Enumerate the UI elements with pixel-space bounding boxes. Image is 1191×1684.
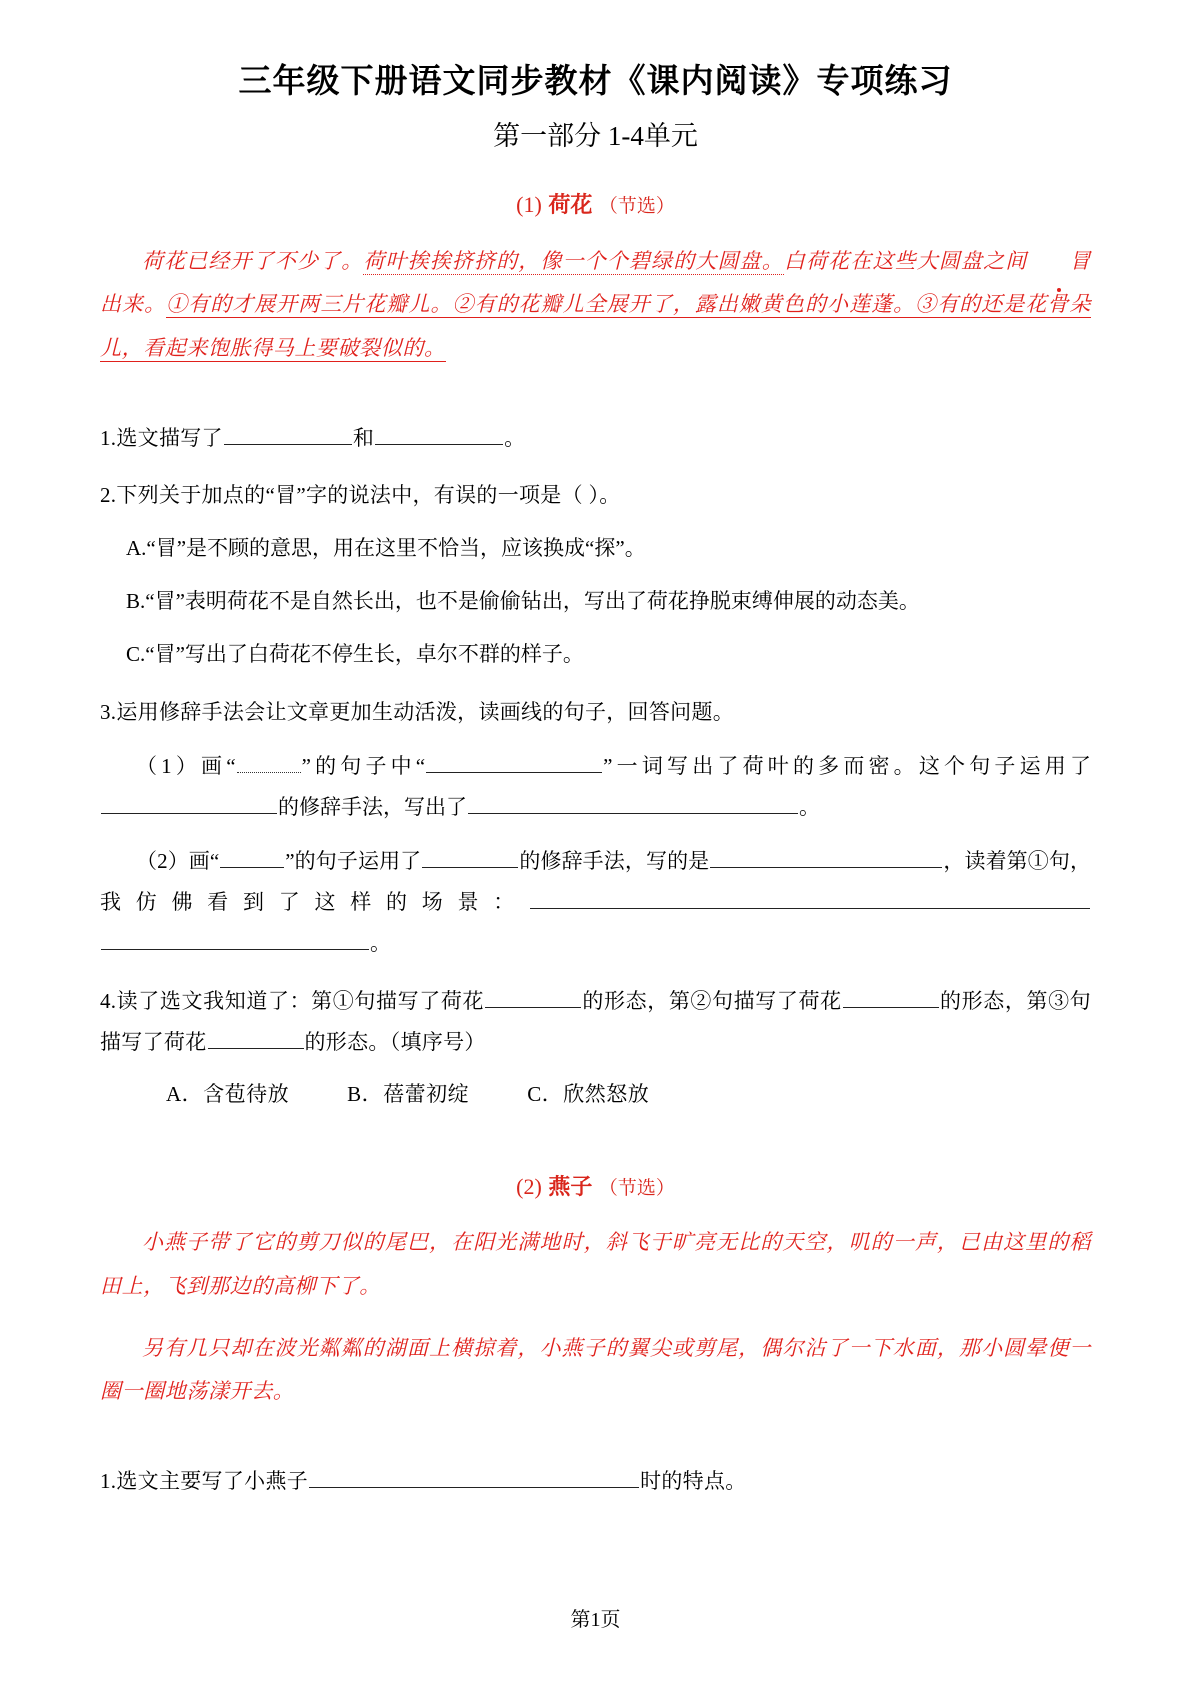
sub-question-text: ，读着第①句，我仿佛看到了这样的场景： (100, 849, 1091, 914)
section-note: （节选） (598, 196, 675, 217)
question-1-3-sub-2 (100, 841, 1091, 964)
question-1-2-option-a[interactable]: A.“冒”是不顾的意思，用在这里不恰当，应该换成“探”。 (126, 536, 646, 561)
answer-blank[interactable] (309, 1466, 639, 1488)
answer-blank[interactable] (530, 887, 1090, 909)
answer-blank[interactable] (485, 986, 581, 1008)
passage-part-3: 出来。 (100, 292, 167, 317)
passage-part-2: 白荷花在这些大圆盘之间 (783, 248, 1028, 273)
sub-question-text: ”的句子运用了 (285, 849, 422, 874)
answer-blank[interactable] (710, 846, 942, 868)
question-text: 的形态。（填序号） (304, 1029, 486, 1054)
passage-yanzi-2: 另有几只却在波光粼粼的湖面上横掠着，小燕子的翼尖或剪尾，偶尔沾了一下水面，那小圆晕便一圈一圈地荡漾开去。 (100, 1335, 1091, 1404)
question-text-end: 时的特点。 (640, 1468, 747, 1493)
answer-blank[interactable] (208, 1027, 304, 1049)
answer-blank[interactable] (101, 792, 277, 814)
question-1-4-options (100, 1078, 1091, 1108)
question-text: 运用修辞手法会让文章更加生动活泼，读画线的句子，回答问题。 (116, 700, 735, 725)
answer-blank-dotted[interactable] (237, 751, 301, 773)
page-title: 三年级下册语文同步教材《课内阅读》专项练习 (238, 64, 953, 100)
answer-blank[interactable] (426, 751, 602, 773)
sub-question-text: 。 (370, 930, 391, 955)
question-text-end: 。 (504, 425, 526, 450)
answer-blank[interactable] (375, 423, 503, 445)
question-1-1 (100, 418, 1091, 459)
question-number: 1. (100, 425, 117, 450)
sub-question-text: ”的句子中“ (301, 754, 426, 779)
question-text: 的形态，第②句描写了荷花 (582, 988, 842, 1013)
question-number: 2. (100, 483, 117, 508)
question-text: 选文主要写了小燕子 (116, 1468, 309, 1493)
page-subtitle: 第一部分 1-4单元 (493, 120, 698, 151)
section-heading-1 (100, 188, 1091, 222)
question-1-3 (100, 692, 1091, 733)
option-c[interactable]: C．欣然怒放 (527, 1081, 650, 1106)
option-b[interactable]: B．蓓蕾初绽 (347, 1081, 470, 1106)
section-note: （节选） (598, 1177, 675, 1199)
question-1-2-option-c[interactable]: C.“冒”写出了白荷花不停生长，卓尔不群的样子。 (126, 642, 584, 667)
emphasis-char-mao: 冒 (1027, 240, 1091, 284)
sub-question-text: ”一词写出了荷叶的多而密。这个句子运用了 (603, 754, 1091, 779)
answer-blank[interactable] (224, 423, 352, 445)
passage-part-1: 荷花已经开了不少了。 (142, 248, 364, 273)
passage-yanzi-1: 小燕子带了它的剪刀似的尾巴，在阳光满地时，斜飞于旷亮无比的天空，叽的一声，已由这里的稻田上，飞到那边的高柳下了。 (100, 1230, 1091, 1298)
question-text: 的形态，第③句描写了荷花 (100, 988, 1091, 1054)
section-name: 荷花 (548, 192, 593, 217)
answer-blank[interactable] (843, 986, 939, 1008)
section-heading-2 (100, 1170, 1091, 1204)
question-1-2 (100, 475, 1091, 516)
option-a[interactable]: A．含苞待放 (166, 1081, 290, 1106)
passage-dotted-underline: 荷叶挨挨挤挤的，像一个个碧绿的大圆盘。 (363, 248, 784, 273)
question-number: 1. (100, 1468, 117, 1493)
question-number: 3. (100, 700, 117, 725)
sub-question-text: 的修辞手法，写的是 (519, 849, 710, 874)
section-name: 燕子 (548, 1173, 593, 1199)
question-1-4 (100, 981, 1091, 1063)
passage-heying (100, 240, 1091, 371)
section-number: (1) (516, 192, 542, 217)
sub-question-text: 。 (799, 795, 820, 820)
question-2-1 (100, 1461, 1091, 1502)
page-footer: 第1页 (570, 1609, 621, 1631)
question-1-2-option-b[interactable]: B.“冒”表明荷花不是自然长出，也不是偷偷钻出，写出了荷花挣脱束缚伸展的动态美。 (126, 589, 920, 614)
sub-question-text: （1）画“ (136, 754, 236, 779)
sub-question-text: （2）画“ (136, 849, 220, 874)
sub-question-text: 的修辞手法，写出了 (278, 795, 467, 820)
answer-blank[interactable] (220, 846, 284, 868)
answer-blank[interactable] (422, 846, 518, 868)
section-number: (2) (516, 1173, 542, 1199)
answer-blank[interactable] (101, 928, 369, 950)
question-number: 4. (100, 988, 117, 1013)
answer-blank[interactable] (468, 792, 798, 814)
question-text: 选文描写了 (116, 425, 223, 450)
passage-solid-underline: ①有的才展开两三片花瓣儿。②有的花瓣儿全展开了，露出嫩黄色的小莲蓬。③有的还是花骨朵儿，看起来饱胀得马上要破裂似的。 (100, 292, 1091, 360)
question-text: 下列关于加点的“冒”字的说法中，有误的一项是（ ）。 (116, 483, 621, 508)
question-1-3-sub-1 (100, 746, 1091, 828)
question-text-cont: 和 (352, 425, 375, 450)
question-text: 读了选文我知道了：第①句描写了荷花 (116, 988, 485, 1013)
